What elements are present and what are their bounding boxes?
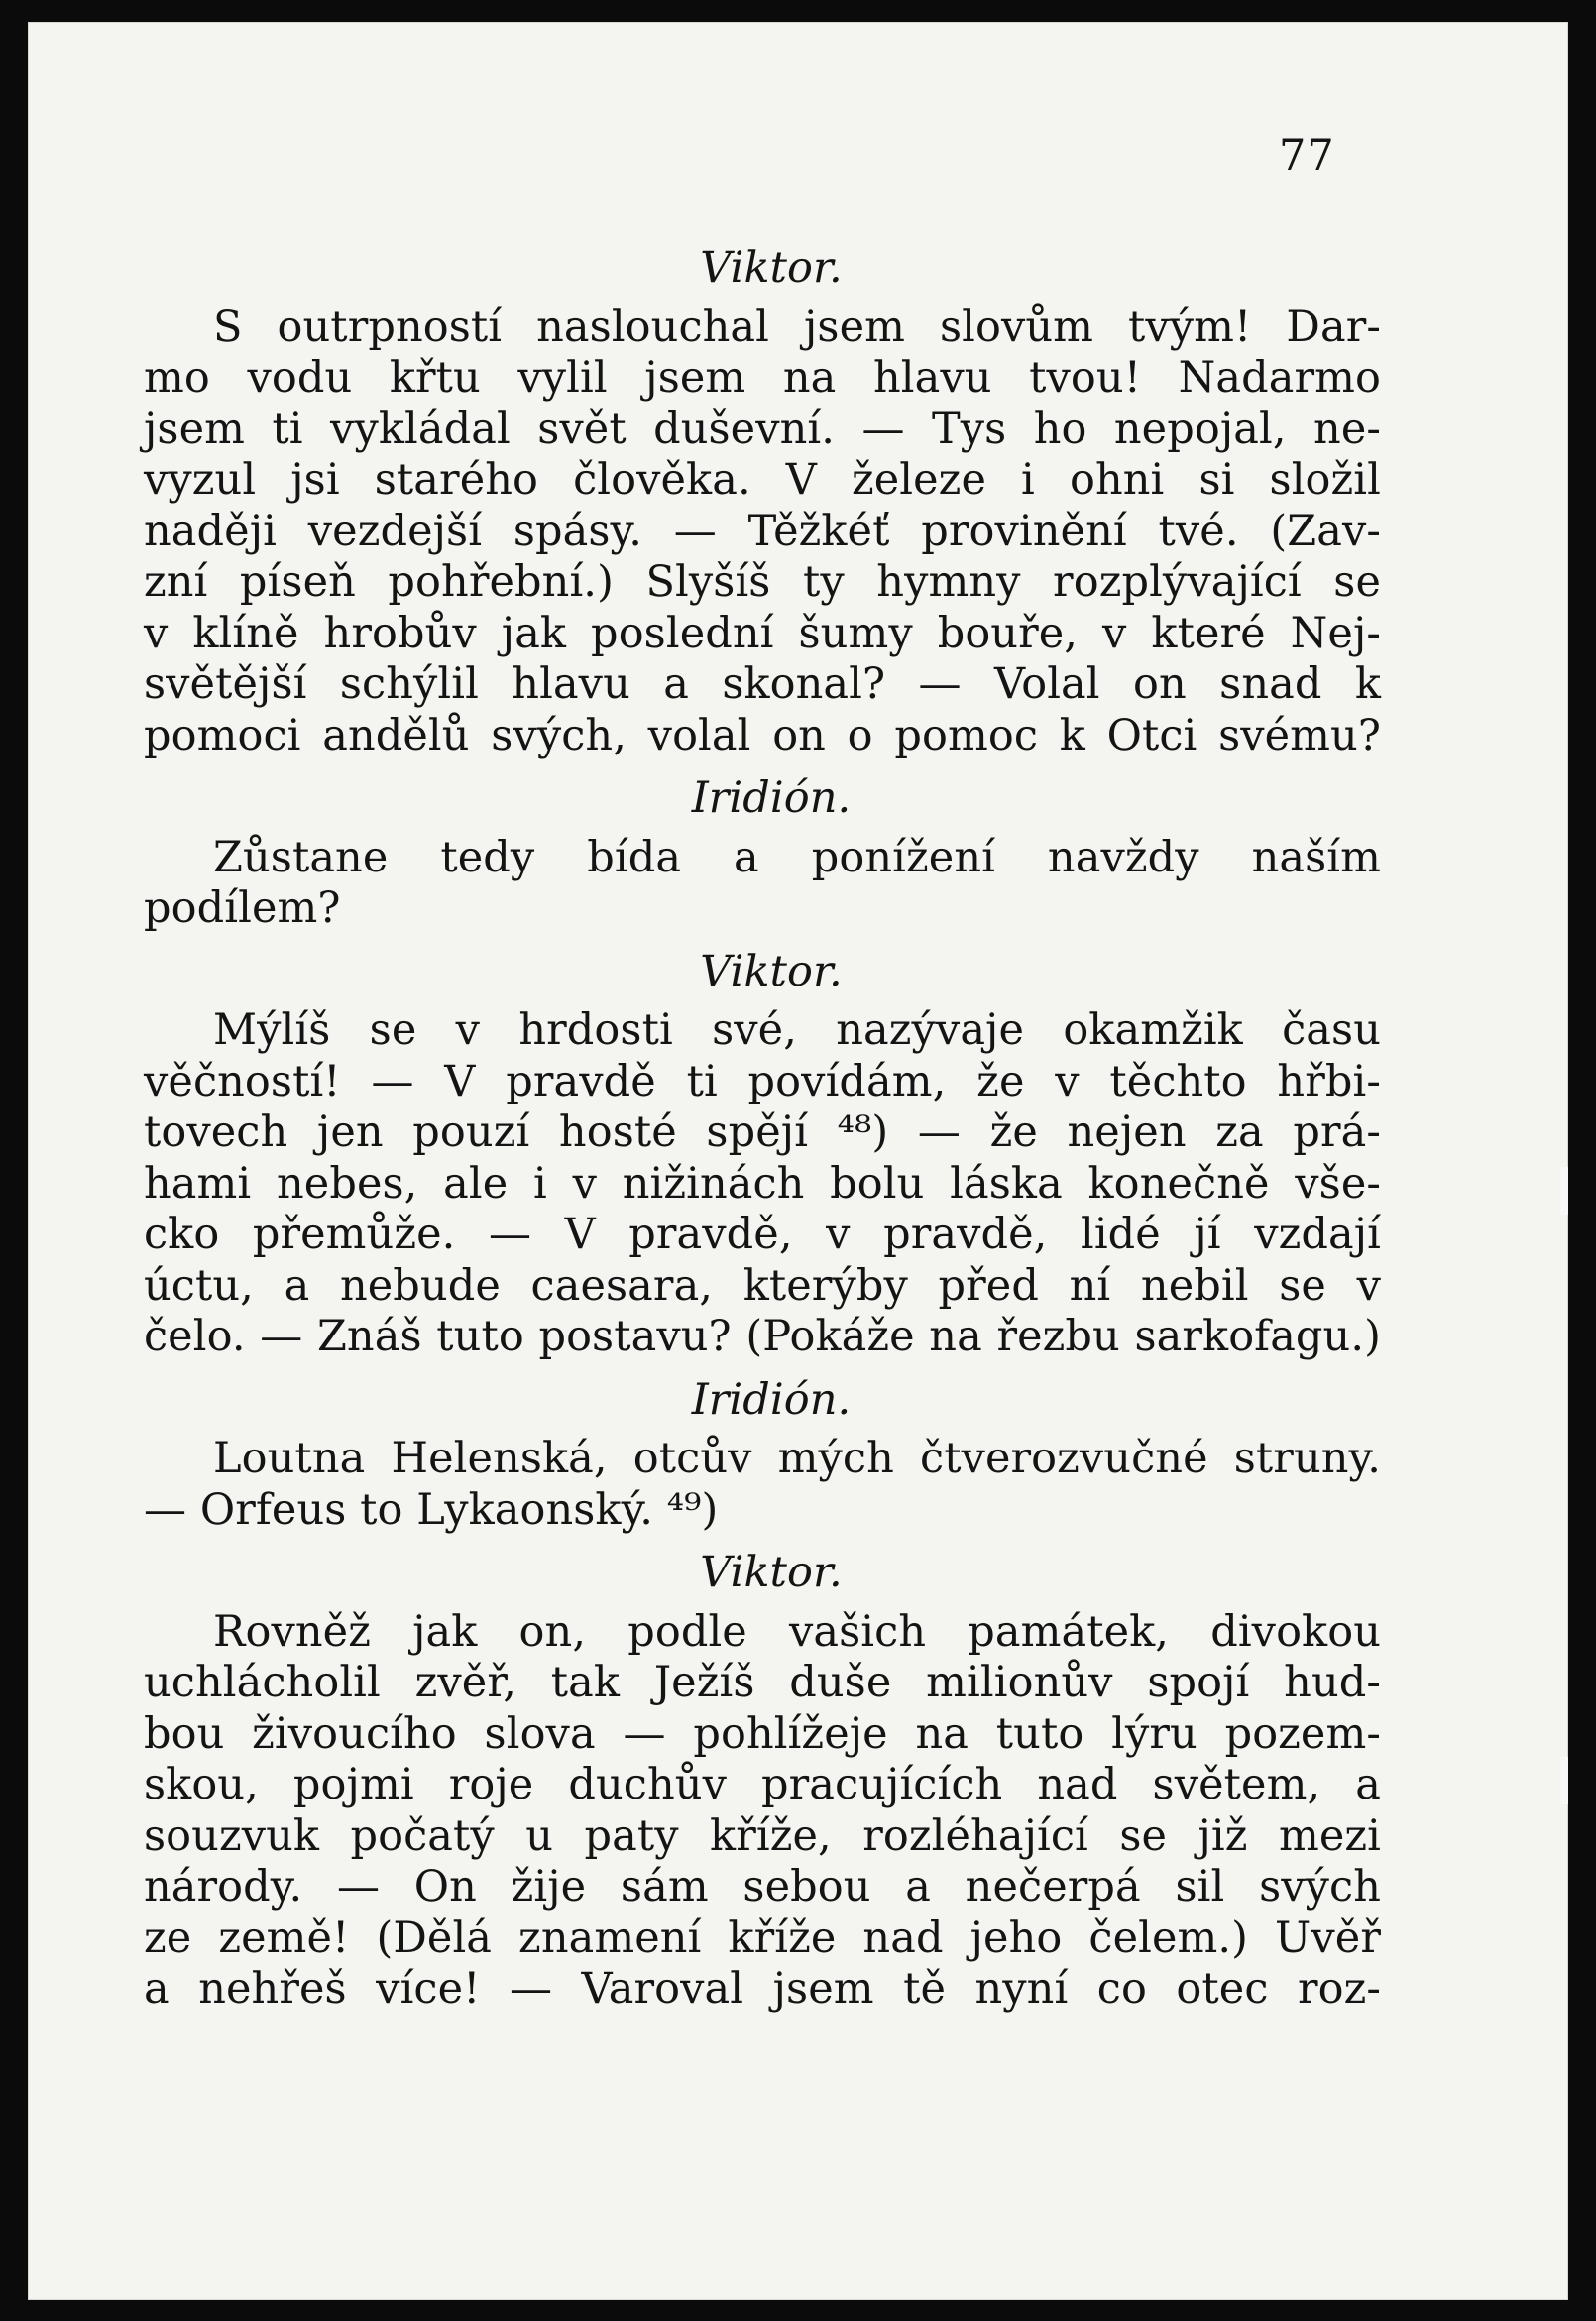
text-line: věčností! — V pravdě ti povídám, že v těchto hřbi- bbox=[144, 1056, 1381, 1106]
text-line: naději vezdejší spásy. — Těžkéť provinění tvé. (Zav- bbox=[144, 506, 1381, 556]
paragraph-viktor-1 bbox=[144, 302, 1381, 762]
speaker-heading-viktor: Viktor. bbox=[700, 946, 843, 996]
text-line: podílem? bbox=[144, 883, 341, 933]
text-line: skou, pojmi roje duchův pracujících nad světem, a bbox=[144, 1760, 1381, 1809]
page-edge-mark bbox=[1560, 1167, 1568, 1215]
text-line: světější schýlil hlavu a skonal? — Volal on snad k bbox=[144, 659, 1381, 709]
text-block bbox=[144, 243, 1381, 2016]
text-line: cko přemůže. — V pravdě, v pravdě, lidé jí vzdají bbox=[144, 1210, 1381, 1259]
page-edge-mark bbox=[1560, 1757, 1568, 1804]
text-line: a nehřeš více! — Varoval jsem tě nyní co otec roz- bbox=[144, 1964, 1381, 2014]
text-line: uchlácholil zvěř, tak Ježíš duše milionův spojí hud- bbox=[144, 1658, 1381, 1707]
text-line: Rovněž jak on, podle vašich památek, divokou bbox=[213, 1606, 1381, 1657]
book-page bbox=[28, 22, 1568, 2300]
page-number: 77 bbox=[1279, 131, 1335, 180]
text-line: pomoci andělů svých, volal on o pomoc k Otci svému? bbox=[144, 710, 1381, 760]
paragraph-viktor-3 bbox=[144, 1607, 1381, 2016]
text-line: čelo. — Znáš tuto postavu? (Pokáže na řezbu sarkofagu.) bbox=[144, 1312, 1381, 1361]
text-line: v klíně hrobův jak poslední šumy bouře, v které Nej- bbox=[144, 608, 1381, 658]
speaker-heading-iridion: Iridión. bbox=[691, 1374, 852, 1425]
text-line: mo vodu křtu vylil jsem na hlavu tvou! Nadarmo bbox=[144, 353, 1381, 403]
speaker-heading-viktor: Viktor. bbox=[700, 1548, 843, 1597]
text-line: — Orfeus to Lykaonský. ⁴⁹) bbox=[144, 1484, 719, 1535]
text-line: hami nebes, ale i v nižinách bolu láska konečně vše- bbox=[144, 1158, 1381, 1209]
text-line: úctu, a nebude caesara, kterýby před ní nebil se v bbox=[144, 1260, 1381, 1311]
text-line: národy. — On žije sám sebou a nečerpá sil svých bbox=[144, 1862, 1381, 1912]
text-line: ze země! (Dělá znamení kříže nad jeho čelem.) Uvěř bbox=[144, 1913, 1381, 1963]
text-line: Mýlíš se v hrdosti své, nazývaje okamžik času bbox=[213, 1005, 1381, 1055]
text-line: bou živoucího slova — pohlížeje na tuto lýru pozem- bbox=[144, 1708, 1381, 1759]
paragraph-iridion-1 bbox=[144, 833, 1381, 935]
text-line: vyzul jsi starého člověka. V železe i ohni si složil bbox=[144, 455, 1381, 505]
text-line: jsem ti vykládal svět duševní. — Tys ho nepojal, ne- bbox=[144, 404, 1381, 454]
speaker-heading-viktor: Viktor. bbox=[700, 243, 843, 292]
paragraph-viktor-2 bbox=[144, 1005, 1381, 1363]
text-line: S outrpností naslouchal jsem slovům tvým! Dar- bbox=[213, 301, 1381, 352]
text-line: souzvuk počatý u paty kříže, rozléhající se již mezi bbox=[144, 1810, 1381, 1861]
speaker-heading-iridion: Iridión. bbox=[691, 773, 852, 823]
paragraph-iridion-2 bbox=[144, 1434, 1381, 1536]
text-line: zní píseň pohřební.) Slyšíš ty hymny rozplývající se bbox=[144, 557, 1381, 607]
text-line: tovech jen pouzí hosté spějí ⁴⁸) — že nejen za prá- bbox=[144, 1107, 1381, 1157]
text-line: Loutna Helenská, otcův mých čtverozvučné struny. bbox=[213, 1434, 1381, 1483]
text-line: Zůstane tedy bída a ponížení navždy naším bbox=[213, 832, 1381, 882]
